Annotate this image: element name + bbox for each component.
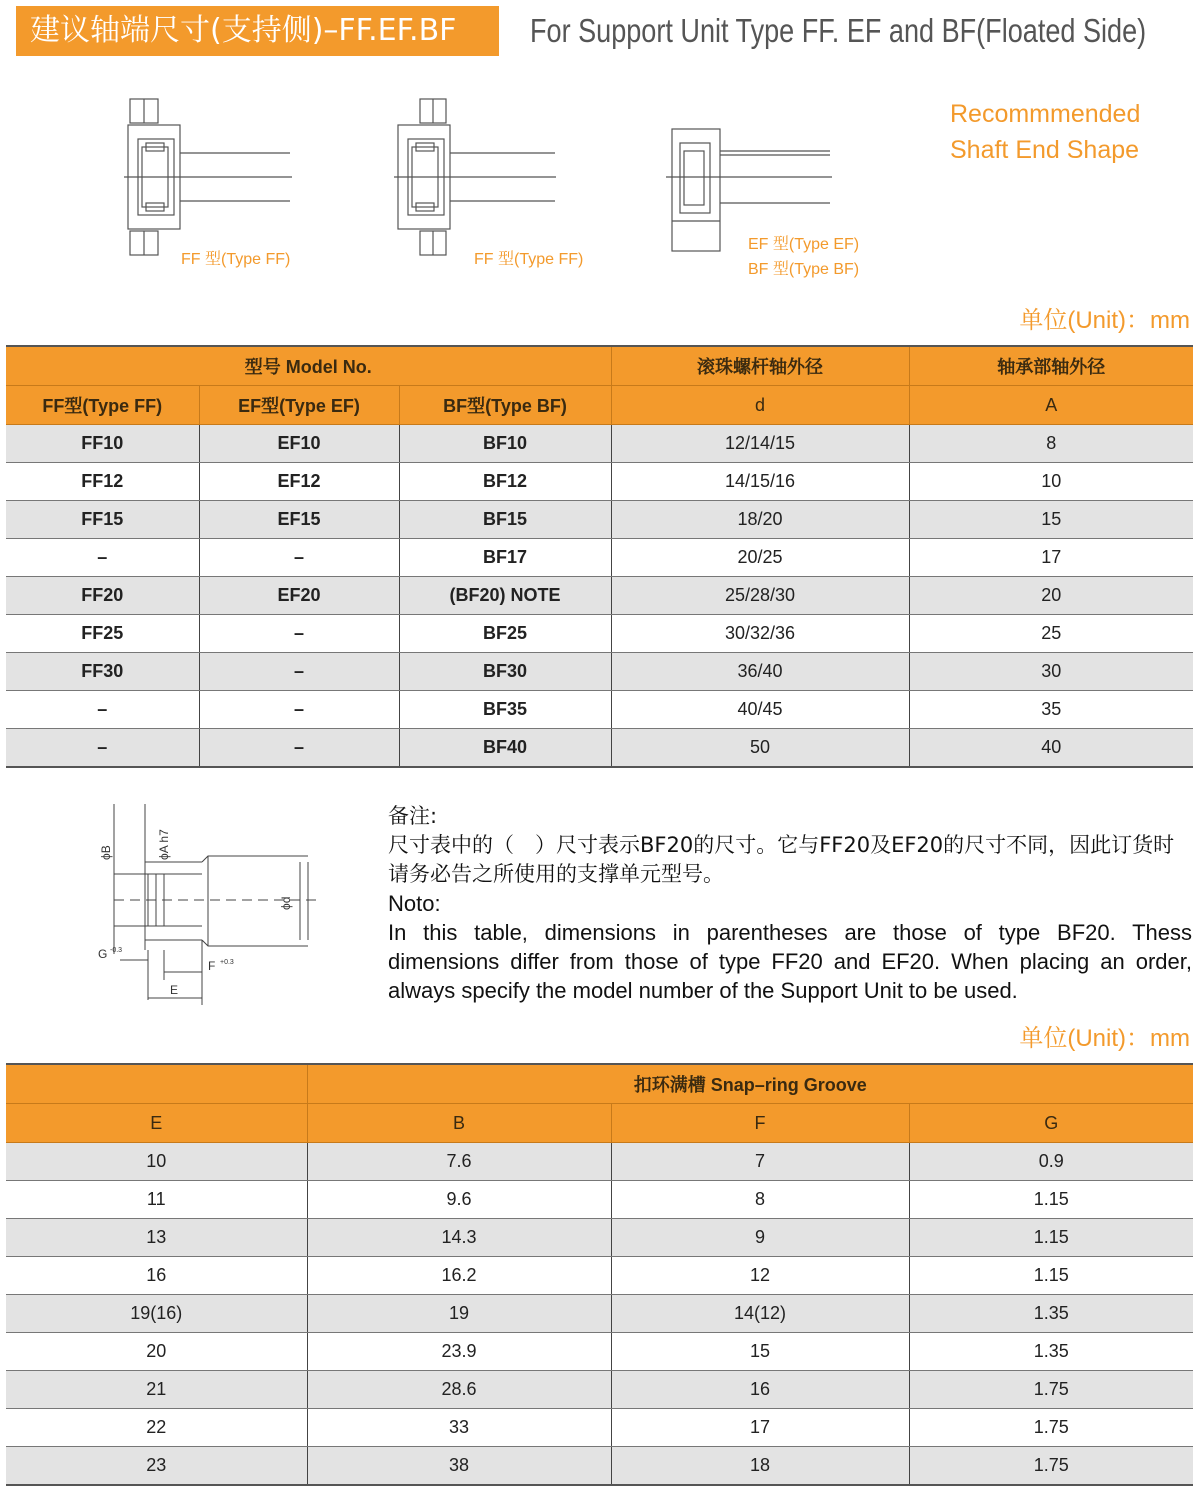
header-bearing-shaft-od: 轴承部轴外径 — [909, 346, 1193, 386]
note-en-title: Noto: — [388, 891, 441, 916]
cell-g: 1.75 — [909, 1371, 1193, 1409]
cell-e: 19(16) — [6, 1295, 307, 1333]
table-row — [6, 1295, 1193, 1333]
cell-b: 16.2 — [307, 1257, 611, 1295]
cell-g: 0.9 — [909, 1143, 1193, 1181]
header-e: E — [6, 1104, 307, 1143]
label-phi-a-h7: ϕA h7 — [157, 829, 171, 860]
header-f: F — [611, 1104, 909, 1143]
table-row — [6, 1181, 1193, 1219]
cell-bf: BF25 — [399, 615, 611, 653]
cell-f: 12 — [611, 1257, 909, 1295]
table-row — [6, 577, 1193, 615]
page-title-cn: 建议轴端尺寸(支持侧)–FF.EF.BF — [16, 6, 499, 56]
cell-ef: EF15 — [199, 501, 399, 539]
cell-ff: FF25 — [6, 615, 199, 653]
cell-ff: – — [6, 539, 199, 577]
table-row — [6, 539, 1193, 577]
cell-ff: FF30 — [6, 653, 199, 691]
label-f: F — [208, 959, 216, 973]
cell-d: 25/28/30 — [611, 577, 909, 615]
cell-e: 11 — [6, 1181, 307, 1219]
cell-b: 38 — [307, 1447, 611, 1486]
label-type-ff-1: FF 型(Type FF) — [181, 251, 291, 268]
caption-line-1: Recommmended — [950, 100, 1141, 128]
cell-ef: – — [199, 653, 399, 691]
table-row — [6, 615, 1193, 653]
cell-ff: FF12 — [6, 463, 199, 501]
snap-ring-groove-table — [6, 1063, 1193, 1486]
cell-b: 14.3 — [307, 1219, 611, 1257]
cell-g: 1.35 — [909, 1333, 1193, 1371]
header-a: A — [909, 386, 1193, 425]
cell-f: 15 — [611, 1333, 909, 1371]
cell-ef: – — [199, 615, 399, 653]
ff-support-unit-diagram-1 — [120, 95, 300, 260]
ff-support-unit-diagram-2 — [390, 95, 570, 260]
note-en-body: In this table, dimensions in parentheses are those of type BF20. Thess dimensions differ from those of type FF20 and EF20. When placing an order, always specify the model number of the Support Unit to be used. — [388, 920, 1192, 1003]
header-blank — [6, 1064, 307, 1104]
cell-g: 1.15 — [909, 1181, 1193, 1219]
caption-line-2: Shaft End Shape — [950, 136, 1140, 164]
shaft-end-dimension-drawing — [90, 800, 330, 1010]
cell-b: 33 — [307, 1409, 611, 1447]
table-row — [6, 1219, 1193, 1257]
cell-e: 22 — [6, 1409, 307, 1447]
header-type-ef: EF型(Type EF) — [199, 386, 399, 425]
header-type-bf: BF型(Type BF) — [399, 386, 611, 425]
model-dimension-table — [6, 345, 1193, 768]
cell-ff: – — [6, 691, 199, 729]
cell-b: 19 — [307, 1295, 611, 1333]
header-d: d — [611, 386, 909, 425]
cell-bf: BF17 — [399, 539, 611, 577]
cell-d: 40/45 — [611, 691, 909, 729]
cell-f: 18 — [611, 1447, 909, 1486]
cell-d: 36/40 — [611, 653, 909, 691]
cell-ff: – — [6, 729, 199, 768]
label-e: E — [170, 983, 179, 997]
cell-a: 15 — [909, 501, 1193, 539]
table-row — [6, 691, 1193, 729]
cell-bf: BF12 — [399, 463, 611, 501]
cell-e: 10 — [6, 1143, 307, 1181]
label-phi-d: ϕd — [279, 896, 293, 910]
cell-ef: EF20 — [199, 577, 399, 615]
table-row — [6, 1447, 1193, 1486]
cell-f: 7 — [611, 1143, 909, 1181]
cell-d: 30/32/36 — [611, 615, 909, 653]
cell-bf: BF40 — [399, 729, 611, 768]
cell-e: 20 — [6, 1333, 307, 1371]
cell-a: 10 — [909, 463, 1193, 501]
cell-g: 1.15 — [909, 1257, 1193, 1295]
header-snap-ring-groove: 扣环满槽 Snap–ring Groove — [307, 1064, 1193, 1104]
cell-ef: – — [199, 691, 399, 729]
header-screw-shaft-od: 滚珠螺杆轴外径 — [611, 346, 909, 386]
cell-e: 21 — [6, 1371, 307, 1409]
header-b: B — [307, 1104, 611, 1143]
cell-bf: BF30 — [399, 653, 611, 691]
note-cn-body: 尺寸表中的（ ）尺寸表示BF20的尺寸。它与FF20及EF20的尺寸不同，因此订货时请务必告之所使用的支撑单元型号。 — [388, 833, 1175, 886]
table-row — [6, 501, 1193, 539]
cell-g: 1.15 — [909, 1219, 1193, 1257]
note-block — [388, 802, 1192, 1005]
table-row — [6, 729, 1193, 768]
table-row — [6, 1143, 1193, 1181]
page-title-en: For Support Unit Type FF. EF and BF(Floated Side) — [530, 12, 1147, 49]
label-f-tol: +0.3 — [220, 959, 234, 966]
cell-bf: BF15 — [399, 501, 611, 539]
cell-ef: – — [199, 729, 399, 768]
table-row — [6, 653, 1193, 691]
cell-a: 20 — [909, 577, 1193, 615]
cell-bf: (BF20) NOTE — [399, 577, 611, 615]
cell-f: 14(12) — [611, 1295, 909, 1333]
cell-b: 23.9 — [307, 1333, 611, 1371]
cell-a: 8 — [909, 425, 1193, 463]
cell-f: 17 — [611, 1409, 909, 1447]
cell-d: 18/20 — [611, 501, 909, 539]
note-cn-title: 备注: — [388, 804, 438, 828]
cell-bf: BF10 — [399, 425, 611, 463]
cell-a: 40 — [909, 729, 1193, 768]
table-row — [6, 1371, 1193, 1409]
cell-bf: BF35 — [399, 691, 611, 729]
table-row — [6, 1257, 1193, 1295]
label-type-bf: BF 型(Type BF) — [748, 261, 860, 278]
label-phi-b: ϕB — [99, 845, 113, 860]
cell-d: 12/14/15 — [611, 425, 909, 463]
cell-a: 25 — [909, 615, 1193, 653]
cell-g: 1.35 — [909, 1295, 1193, 1333]
cell-ef: EF10 — [199, 425, 399, 463]
recommended-shaft-caption — [950, 96, 1140, 168]
header-model-no: 型号 Model No. — [6, 346, 611, 386]
cell-f: 8 — [611, 1181, 909, 1219]
cell-d: 20/25 — [611, 539, 909, 577]
cell-ef: – — [199, 539, 399, 577]
cell-b: 28.6 — [307, 1371, 611, 1409]
table-row — [6, 1409, 1193, 1447]
cell-d: 14/15/16 — [611, 463, 909, 501]
header-g: G — [909, 1104, 1193, 1143]
cell-ef: EF12 — [199, 463, 399, 501]
cell-a: 17 — [909, 539, 1193, 577]
cell-g: 1.75 — [909, 1447, 1193, 1486]
cell-e: 23 — [6, 1447, 307, 1486]
label-type-ff-2: FF 型(Type FF) — [474, 251, 584, 268]
cell-a: 30 — [909, 653, 1193, 691]
cell-d: 50 — [611, 729, 909, 768]
unit-label-1: 单位(Unit)：mm — [1019, 307, 1190, 334]
cell-a: 35 — [909, 691, 1193, 729]
table-row — [6, 425, 1193, 463]
cell-b: 7.6 — [307, 1143, 611, 1181]
table-row — [6, 463, 1193, 501]
cell-g: 1.75 — [909, 1409, 1193, 1447]
cell-e: 16 — [6, 1257, 307, 1295]
label-g-tol: -0.3 — [110, 947, 123, 954]
cell-f: 16 — [611, 1371, 909, 1409]
label-type-ef: EF 型(Type EF) — [748, 236, 860, 253]
table-row — [6, 1333, 1193, 1371]
cell-ff: FF10 — [6, 425, 199, 463]
cell-f: 9 — [611, 1219, 909, 1257]
cell-ff: FF15 — [6, 501, 199, 539]
cell-b: 9.6 — [307, 1181, 611, 1219]
unit-label-2: 单位(Unit)：mm — [1019, 1025, 1190, 1052]
header-type-ff: FF型(Type FF) — [6, 386, 199, 425]
cell-ff: FF20 — [6, 577, 199, 615]
cell-e: 13 — [6, 1219, 307, 1257]
label-g: G — [98, 947, 108, 961]
